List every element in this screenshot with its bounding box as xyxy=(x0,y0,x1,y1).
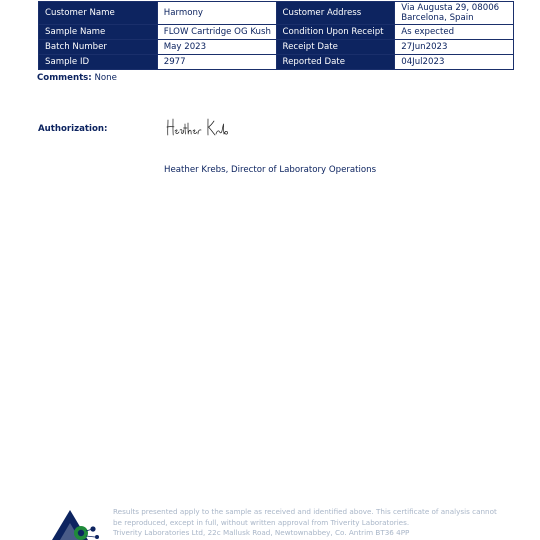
comments-value: None xyxy=(94,73,117,83)
receipt-date-value: 27Jun2023 xyxy=(395,40,514,55)
condition-label: Condition Upon Receipt xyxy=(276,25,395,40)
disclaimer-footer xyxy=(113,507,513,539)
disclaimer-line-1: Results presented apply to the sample as received and identified above. This certificate of analysis cannot xyxy=(113,507,497,516)
customer-address-line1: Via Augusta 29, 08006 xyxy=(401,3,500,13)
customer-name-label: Customer Name xyxy=(39,2,158,25)
receipt-date-label: Receipt Date xyxy=(276,40,395,55)
customer-name-value: Harmony xyxy=(157,2,276,25)
customer-address-line2: Barcelona, Spain xyxy=(401,13,474,23)
info-row-sample-name xyxy=(39,25,514,40)
condition-value: As expected xyxy=(395,25,514,40)
customer-address-value xyxy=(395,2,514,25)
signer-name-title: Heather Krebs, Director of Laboratory Operations xyxy=(164,165,377,175)
triverity-logo-icon xyxy=(48,507,104,540)
lab-address: Triverity Laboratories Ltd, 22c Mallusk Road, Newtownabbey, Co. Antrim BT36 4PP xyxy=(113,528,410,537)
info-row-batch xyxy=(39,40,514,55)
sample-id-value: 2977 xyxy=(157,55,276,70)
info-row-customer xyxy=(39,2,514,25)
signature-image xyxy=(165,115,235,139)
batch-number-value: May 2023 xyxy=(157,40,276,55)
sample-info-table xyxy=(38,1,514,70)
info-row-sample-id xyxy=(39,55,514,70)
sample-name-label: Sample Name xyxy=(39,25,158,40)
comments xyxy=(37,73,117,83)
disclaimer-line-2: be reproduced, except in full, without written approval from Triverity Laboratories. xyxy=(113,517,410,527)
batch-number-label: Batch Number xyxy=(39,40,158,55)
authorization-label: Authorization: xyxy=(38,124,108,134)
reported-date-value: 04Jul2023 xyxy=(395,55,514,70)
customer-address-label: Customer Address xyxy=(276,2,395,25)
sample-name-value: FLOW Cartridge OG Kush xyxy=(157,25,276,40)
sample-id-label: Sample ID xyxy=(39,55,158,70)
comments-label: Comments: xyxy=(37,73,92,83)
reported-date-label: Reported Date xyxy=(276,55,395,70)
